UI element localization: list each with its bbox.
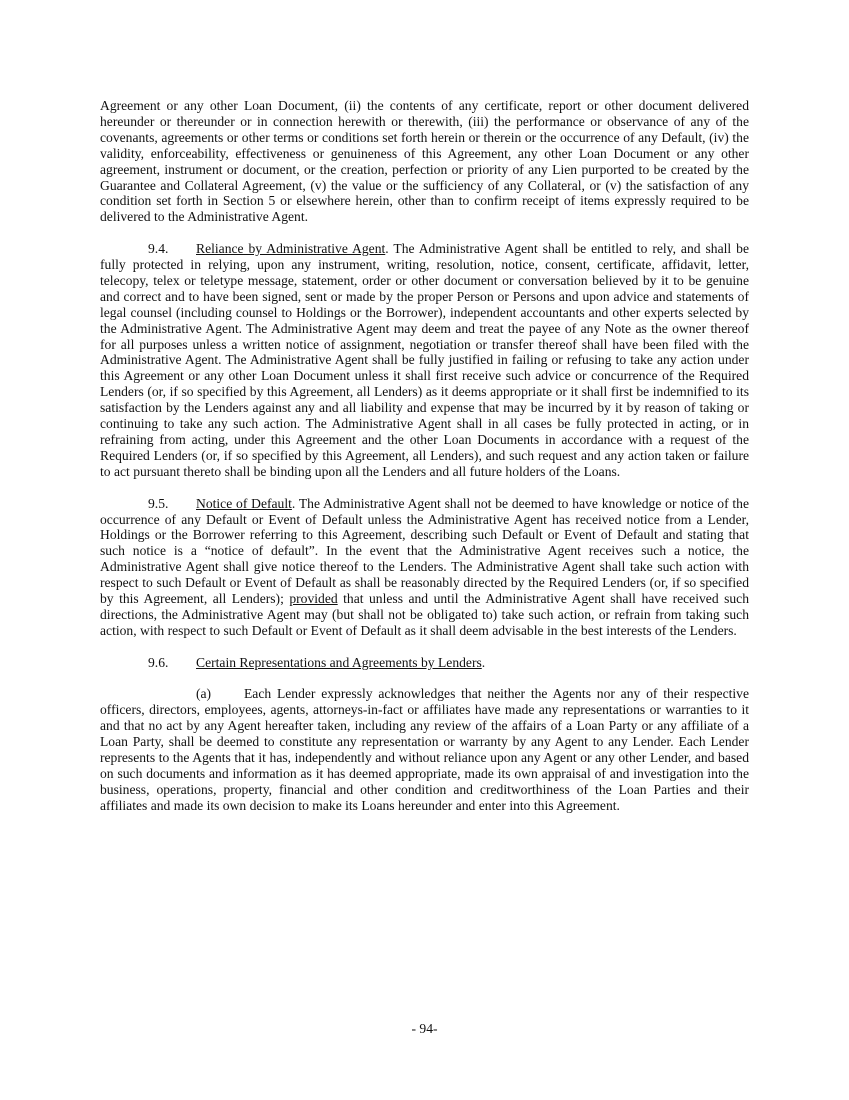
section-9-6 [100,655,749,671]
section-heading: Certain Representations and Agreements by Lenders [196,654,482,670]
heading-period: . [481,654,486,670]
page-number: - 94- [411,1021,438,1036]
section-heading: Reliance by Administrative Agent [196,241,386,257]
section-9-5 [100,496,749,639]
section-number: 9.5. [148,495,169,511]
section-number: 9.6. [148,654,169,670]
section-number: 9.4. [148,241,169,257]
section-heading: Notice of Default [196,495,292,511]
subsection-label: (a) [196,686,212,702]
subsection-9-6-a [100,686,749,813]
subsection-body: Each Lender expressly acknowledges that neither the Agents nor any of their respective officers, directors, employees, agents, attorneys-in-fact or affiliates have made any representations or warranties to it and that no act by any Agent hereafter taken, including any review of the affairs of a Loan Party or any affiliate of a Loan Party, shall be deemed to constitute any representation or warranty by any Agent to any Lender. Each Lender represents to the Agents that it has, independently and without reliance upon any Agent or any other Lender, and based on such documents and information as it has deemed appropriate, made its own appraisal of and investigation into the business, operations, property, financial and other condition and creditworthiness of the Loan Parties and their affiliates and made its own decision to make its Loans hereunder and enter into this Agreement. [100,686,749,813]
section-9-4 [100,241,749,480]
document-page [100,98,749,830]
continued-paragraph: Agreement or any other Loan Document, (ii) the contents of any certificate, report or other document delivered hereunder or thereunder or in connection herewith or therewith, (iii) the performance or observance of any of the covenants, agreements or other terms or conditions set forth herein or therein or the occurrence of any Default, (iv) the validity, enforceability, effectiveness or genuineness of this Agreement, any other Loan Document or any other agreement, instrument or document, or the creation, perfection or priority of any Lien purported to be created by the Guarantee and Collateral Agreement, (v) the value or the sufficiency of any Collateral, or (v) the satisfaction of any condition set forth in Section 5 or elsewhere herein, other than to confirm receipt of items expressly required to be delivered to the Administrative Agent. [100,98,749,225]
section-body: . The Administrative Agent shall be entitled to rely, and shall be fully protected in relying, upon any instrument, writing, resolution, notice, consent, certificate, affidavit, letter, telecopy, telex or teletype message, statement, order or other document or conversation believed by it to be genuine and correct and to have been signed, sent or made by the proper Person or Persons and upon advice and statements of legal counsel (including counsel to Holdings or the Borrower), independent accountants and other experts selected by the Administrative Agent. The Administrative Agent may deem and treat the payee of any Note as the owner thereof for all purposes unless a written notice of assignment, negotiation or transfer thereof shall have been filed with the Administrative Agent. The Administrative Agent shall be fully justified in failing or refusing to take any action under this Agreement or any other Loan Document unless it shall first receive such advice or concurrence of the Required Lenders (or, if so specified by this Agreement, all Lenders) as it deems appropriate or it shall first be indemnified to its satisfaction by the Lenders against any and all liability and expense that may be incurred by it by reason of taking or continuing to take any such action. The Administrative Agent shall in all cases be fully protected in acting, or in refraining from acting, under this Agreement and the other Loan Documents in accordance with a request of the Required Lenders (or, if so specified by this Agreement, all Lenders), and such request and any action taken or failure to act pursuant thereto shall be binding upon all the Lenders and all future holders of the Loans. [100,241,749,479]
section-body: . The Administrative Agent shall not be deemed to have knowledge or notice of the occurrence of any Default or Event of Default unless the Administrative Agent has received notice from a Lender, Holdings or the Borrower referring to this Agreement, describing such Default or Event of Default and stating that such notice is a “notice of default”. In the event that the Administrative Agent receives such a notice, the Administrative Agent shall give notice thereof to the Lenders. The Administrative Agent shall take such action with respect to such Default or Event of Default as shall be reasonably directed by the Required Lenders (or, if so specified by this Agreement, all Lenders); [100,495,749,607]
provided-term: provided [289,591,338,607]
section-body-continued: that unless and until the Administrative Agent shall have received such directions, the Administrative Agent may (but shall not be obligated to) take such action, or refrain from taking such action, with respect to such Default or Event of Default as it shall deem advisable in the best interests of the Lenders. [100,591,750,638]
